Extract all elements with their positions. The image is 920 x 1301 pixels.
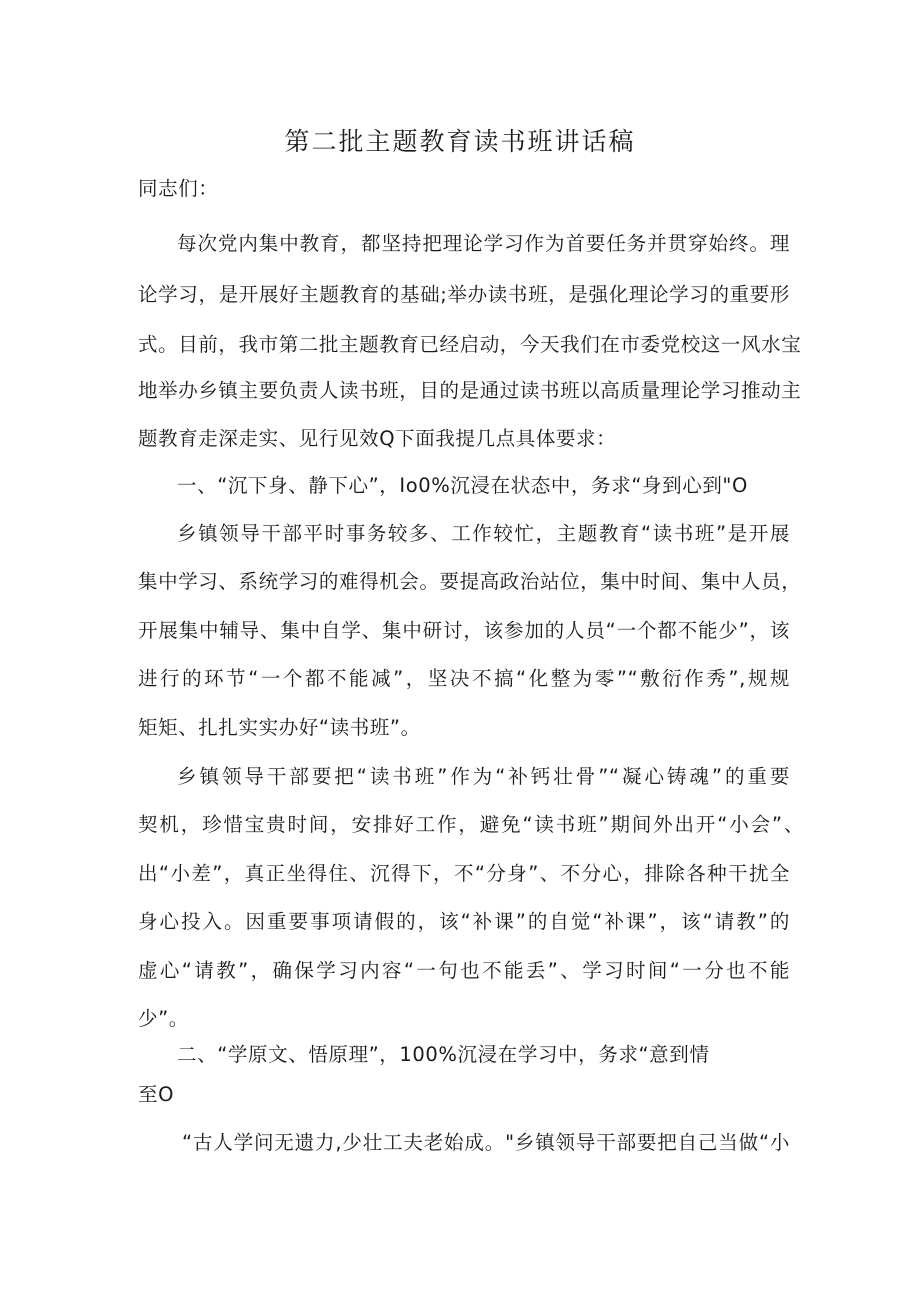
paragraph-line: 契机，珍惜宝贵时间，安排好工作，避免“读书班”期间外出开“小会”、	[138, 813, 804, 836]
paragraph-line: 出“小差”，真正坐得住、沉得下，不“分身”、不分心，排除各种干扰全	[138, 862, 790, 885]
paragraph-line: 少”。	[138, 1007, 189, 1030]
paragraph-line: 矩矩、扎扎实实办好“读书班”。	[138, 716, 421, 739]
section-heading: 一、“沉下身、静下心”，Io0%沉浸在状态中，务求“身到心到"O	[177, 474, 748, 497]
paragraph-line: 集中学习、系统学习的难得机会。要提高政治站位，集中时间、集中人员，	[138, 570, 802, 593]
section-heading: 二、“学原文、悟原理”，100%沉浸在学习中，务求“意到情	[177, 1043, 710, 1066]
paragraph-line: 乡镇领导干部平时事务较多、工作较忙，主题教育“读书班”是开展	[177, 522, 790, 545]
document-title: 第二批主题教育读书班讲话稿	[284, 127, 636, 156]
section-heading-continuation: 至O	[138, 1083, 175, 1106]
paragraph-line: 式。目前，我市第二批主题教育已经启动，今天我们在市委党校这一风水宝	[138, 333, 802, 356]
salutation: 同志们：	[138, 177, 219, 200]
paragraph-line: 身心投入。因重要事项请假的，该“补课”的自觉“补课”，该“请教”的	[138, 910, 790, 933]
paragraph-line: 开展集中辅导、集中自学、集中研讨，该参加的人员“一个都不能少”，该	[138, 619, 790, 642]
paragraph-line: “古人学问无遗力,少壮工夫老始成。"乡镇领导干部要把自己当做“小	[182, 1131, 790, 1154]
paragraph-line: 乡镇领导干部要把“读书班”作为“补钙壮骨”“凝心铸魂”的重要	[177, 765, 790, 788]
paragraph-line: 每次党内集中教育，都坚持把理论学习作为首要任务并贯穿始终。理	[177, 232, 790, 255]
paragraph-line: 虚心“请教”，确保学习内容“一句也不能丢”、学习时间“一分也不能	[138, 959, 790, 982]
paragraph-line: 进行的环节“一个都不能减”，坚决不搞“化整为零”“敷衍作秀”,规规	[138, 667, 790, 690]
paragraph-line: 论学习，是开展好主题教育的基础;举办读书班，是强化理论学习的重要形	[138, 283, 790, 306]
paragraph-line: 题教育走深走实、见行见效Q下面我提几点具体要求：	[138, 427, 617, 450]
paragraph-line: 地举办乡镇主要负责人读书班，目的是通过读书班以高质量理论学习推动主	[138, 379, 802, 402]
